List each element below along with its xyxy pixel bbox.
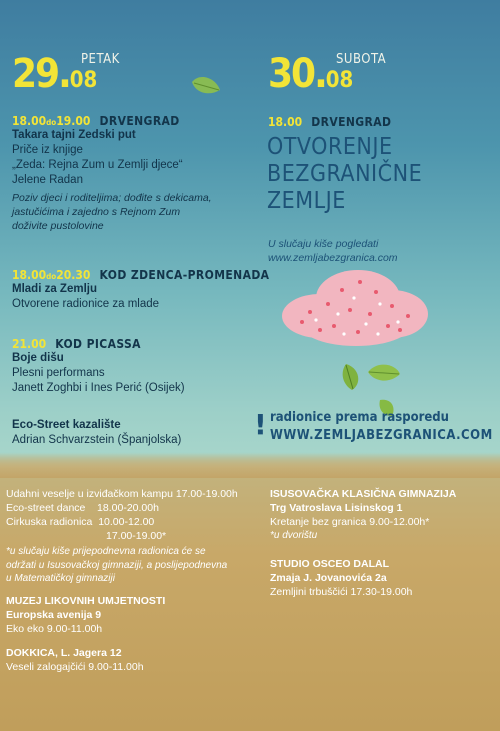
event-line: Plesni performans xyxy=(12,367,105,379)
place-activity: Zemljini trbuščići 17.30-19.00h xyxy=(270,585,413,598)
workshops-label: radionice prema rasporedu xyxy=(270,410,450,425)
bottom-right-schedule xyxy=(270,487,498,599)
cloud-icon xyxy=(280,268,430,350)
day2-date-number: 30. xyxy=(268,51,326,97)
leaf-icon xyxy=(338,362,364,392)
schedule-line: Eco-street dance 18.00-20.00h xyxy=(6,502,159,514)
event-time-sep: do xyxy=(46,118,57,127)
leaf-icon xyxy=(190,72,222,100)
event-line: Jelene Radan xyxy=(12,174,83,186)
event-time-end: 19.00 xyxy=(56,114,91,128)
day2-dayname: SUBOTA xyxy=(336,52,387,67)
event-time-start: 18.00 xyxy=(12,114,47,128)
rain-note-url: www.zemljabezgranica.com xyxy=(268,252,398,264)
headline-line: OTVORENJE xyxy=(267,134,393,160)
place-note: *u dvorištu xyxy=(270,530,318,541)
place-activity: Veseli zalogajčići 9.00-11.00h xyxy=(6,660,144,673)
headline-line: ZEMLJE xyxy=(267,188,346,214)
headline-line: BEZGRANIČNE xyxy=(267,161,423,187)
event-line: „Zeda: Rejna Zum u Zemlji djece“ xyxy=(12,159,183,171)
place-activity: Eko eko 9.00-11.00h xyxy=(6,622,103,635)
event-block xyxy=(12,418,272,448)
day2-headline xyxy=(267,134,422,215)
event-title: Eco-Street kazalište xyxy=(12,419,121,431)
rain-footnote: u Matematičkoj gimnaziji xyxy=(6,573,115,584)
event-block xyxy=(12,110,262,233)
workshops-info xyxy=(270,410,493,443)
place-name: STUDIO OSCEO DALAL xyxy=(270,557,390,570)
event-invite: jastučićima i zajedno s Rejnom Zum xyxy=(12,206,181,218)
schedule-line: 17.00-19.00* xyxy=(106,530,167,542)
day1-date-number: 29. xyxy=(12,51,70,97)
day2-venue: DRVENGRAD xyxy=(311,115,392,129)
rain-footnote: *u slučaju kiše prijepodnevna radionica će se xyxy=(6,546,206,557)
rain-note xyxy=(268,237,488,265)
place-activity: Kretanje bez granica 9.00-12.00h* xyxy=(270,516,430,528)
day1-month: 08 xyxy=(69,68,98,93)
event-line: Adrian Schvarzstein (Španjolska) xyxy=(12,434,182,446)
event-venue: KOD PICASSA xyxy=(55,337,141,351)
event-title: Takara tajni Zedski put xyxy=(12,129,136,141)
day2-month: 08 xyxy=(325,68,354,93)
event-block xyxy=(12,333,272,396)
event-time-end: 20.30 xyxy=(56,268,91,282)
bottom-left-schedule xyxy=(6,487,262,674)
place-name: DOKKICA, L. Jagera 12 xyxy=(6,646,122,659)
event-venue: KOD ZDENCA-PROMENADA xyxy=(99,268,270,282)
workshops-link[interactable]: WWW.ZEMLJABEZGRANICA.COM xyxy=(270,428,493,443)
beach-horizon xyxy=(0,452,500,478)
event-venue: DRVENGRAD xyxy=(99,114,180,128)
place-address: Zmaja J. Jovanovića 2a xyxy=(270,571,387,584)
event-title: Boje dišu xyxy=(12,352,64,364)
leaf-icon xyxy=(366,360,402,386)
event-line: Janett Zoghbi i Ines Perić (Osijek) xyxy=(12,382,185,394)
event-time-start: 18.00 xyxy=(12,268,47,282)
event-block xyxy=(12,264,272,312)
day2-time-venue xyxy=(268,111,391,130)
event-invite: Poziv djeci i roditeljima; dođite s dekicama, xyxy=(12,192,212,204)
schedule-line: Udahni veselje u izviđačkom kampu 17.00-19.00h xyxy=(6,488,238,500)
rain-footnote: održati u Isusovačkoj gimnaziji, a poslijepodnevna xyxy=(6,559,228,571)
day2-time: 18.00 xyxy=(268,115,303,129)
event-line: Priče iz knjige xyxy=(12,144,83,156)
day1-dayname: PETAK xyxy=(81,52,120,67)
place-address: Europska avenija 9 xyxy=(6,608,102,621)
place-name: ISUSOVAČKA KLASIČNA GIMNAZIJA xyxy=(270,488,457,500)
event-title: Mladi za Zemlju xyxy=(12,283,97,295)
schedule-line: Cirkuska radionica 10.00-12.00 xyxy=(6,516,155,528)
event-time-start: 21.00 xyxy=(12,337,47,351)
place-address: Trg Vatroslava Lisinskog 1 xyxy=(270,502,403,514)
rain-note-line: U slučaju kiše pogledati xyxy=(268,238,379,250)
event-invite: doživite pustolovine xyxy=(12,220,104,232)
place-name: MUZEJ LIKOVNIH UMJETNOSTI xyxy=(6,594,166,607)
event-time-sep: do xyxy=(46,272,57,281)
exclamation-icon: ! xyxy=(254,408,267,441)
event-line: Otvorene radionice za mlade xyxy=(12,298,160,310)
